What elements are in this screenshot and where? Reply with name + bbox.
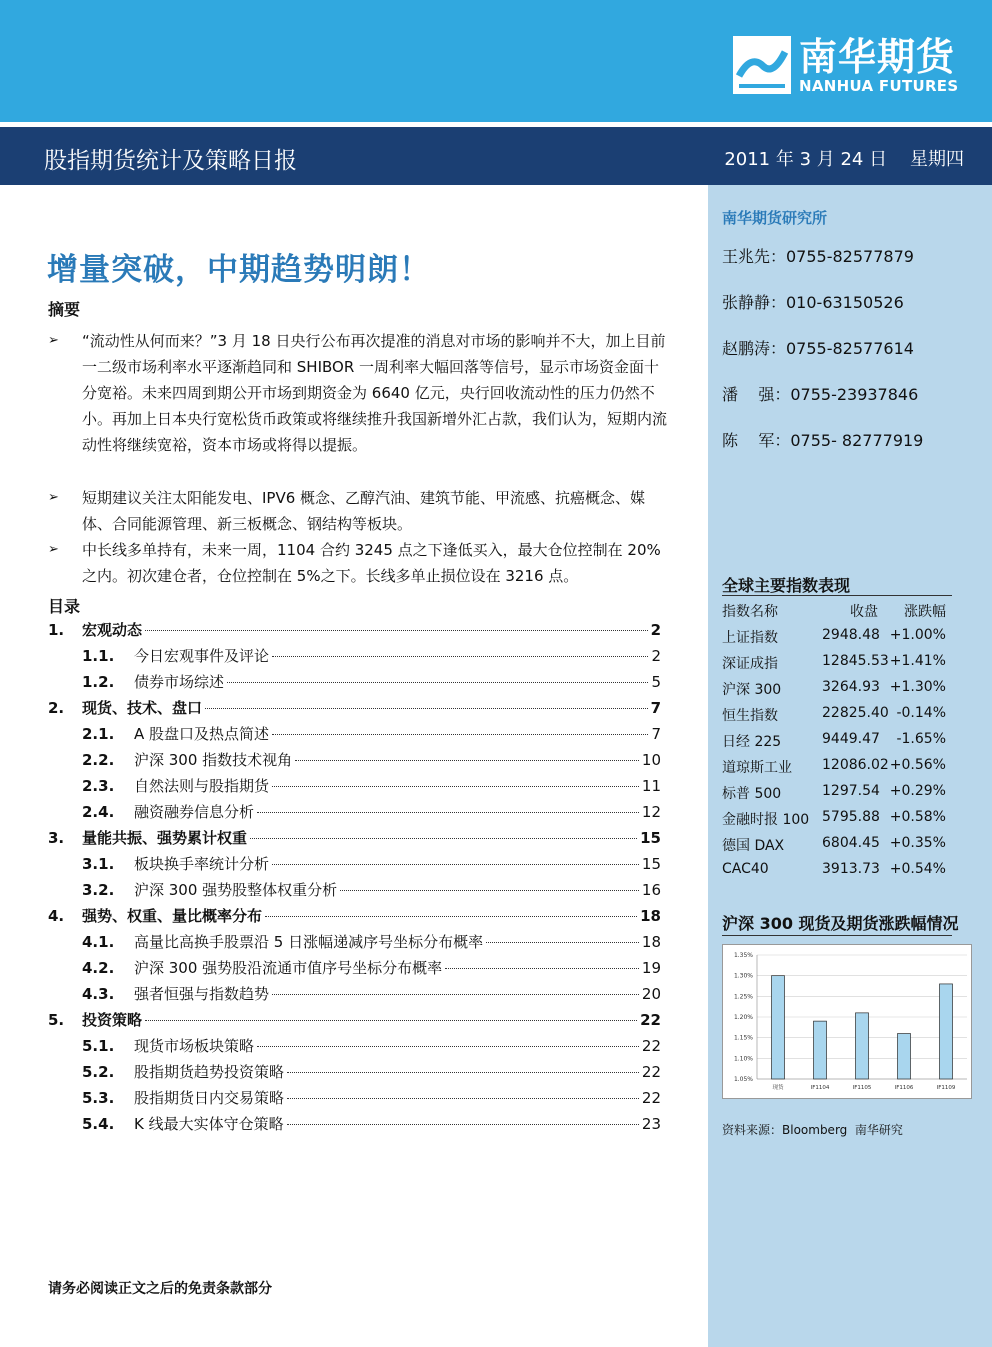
- index-name: 深证成指: [722, 656, 778, 672]
- toc-dot-leader: [272, 734, 648, 735]
- toc-entry-title: 高量比高换手股票沿 5 日涨幅递减序号坐标分布概率: [134, 933, 484, 951]
- y-tick-label: 1.15%: [733, 1034, 753, 1042]
- summary-label: 摘要: [48, 300, 81, 319]
- toc-dot-leader: [287, 1072, 639, 1073]
- x-tick-label: IF1106: [894, 1085, 914, 1091]
- headline: 增量突破，中期趋势明朗！: [47, 252, 431, 288]
- toc-entry[interactable]: [48, 645, 661, 669]
- bullet-arrow-icon: ➢: [48, 542, 59, 557]
- y-tick-label: 1.20%: [733, 1014, 753, 1021]
- toc-dot-leader: [145, 630, 648, 631]
- index-close: 12845.53: [822, 653, 889, 669]
- toc-entry[interactable]: [48, 619, 661, 643]
- toc-entry-number: 1.2.: [82, 673, 115, 691]
- report-date: 2011 年 3 月 24 日 星期四: [724, 149, 964, 170]
- x-tick-label: 现货: [772, 1085, 784, 1091]
- toc-entry-number: 2.1.: [82, 725, 115, 743]
- summary-bullet-text: 中长线多单持有，未来一周，1104 合约 3245 点之下逢低买入，最大仓位控制在 20%之内。初次建仓者，仓位控制在 5%之下。长线多单止损位设在 3216 点。: [82, 541, 661, 585]
- toc-dot-leader: [287, 1098, 639, 1099]
- x-tick-label: IF1105: [852, 1085, 872, 1091]
- toc-entry-page: 16: [641, 881, 661, 899]
- toc-entry-title: 现货市场板块策略: [134, 1037, 255, 1055]
- toc-entry[interactable]: [48, 983, 661, 1007]
- toc-entry[interactable]: [48, 749, 661, 773]
- toc-entry-page: 20: [641, 985, 661, 1003]
- index-change: +1.30%: [889, 679, 946, 695]
- toc-entry-number: 2.: [48, 699, 65, 717]
- toc-entry-title: 沪深 300 强势股沿流通市值序号坐标分布概率: [134, 959, 443, 977]
- toc-entry-title: 板块换手率统计分析: [134, 855, 270, 873]
- toc-entry-page: 22: [641, 1063, 661, 1081]
- y-tick-label: 1.10%: [733, 1055, 753, 1063]
- toc-entry-title: 股指期货趋势投资策略: [134, 1063, 285, 1081]
- index-row: [722, 835, 962, 861]
- y-tick-label: 1.35%: [733, 952, 753, 959]
- brand-name-en: NANHUA FUTURES: [799, 77, 959, 95]
- toc-entry[interactable]: [48, 697, 661, 721]
- toc-entry-title: A 股盘口及热点简述: [134, 725, 270, 743]
- indices-header-name: 指数名称: [722, 604, 778, 620]
- indices-header-change: 涨跌幅: [904, 604, 946, 620]
- chart-bar: [898, 1034, 911, 1079]
- toc-entry-number: 5.4.: [82, 1115, 115, 1133]
- institute-name: 南华期货研究所: [722, 209, 828, 227]
- toc-entry-title: 融资融券信息分析: [134, 803, 255, 821]
- toc-entry-title: 自然法则与股指期货: [134, 777, 270, 795]
- index-name: 日经 225: [722, 734, 782, 750]
- index-name: 道琼斯工业: [722, 760, 792, 776]
- toc-entry-number: 3.2.: [82, 881, 115, 899]
- toc-entry[interactable]: [48, 1087, 661, 1111]
- index-close: 9449.47: [822, 731, 880, 747]
- change-chart: [722, 944, 972, 1099]
- toc-entry-page: 18: [640, 907, 661, 925]
- toc-entry-number: 4.2.: [82, 959, 115, 977]
- toc-entry-page: 15: [640, 829, 661, 847]
- toc-entry-page: 11: [641, 777, 661, 795]
- summary-bullet-text: “流动性从何而来？”3 月 18 日央行公布再次提准的消息对市场的影响并不大，加上目前一二级市场利率水平逐渐趋同和 SHIBOR 一周利率大幅回落等信号，显示市场资金面十分宽裕。未来四周到期公开市场到期资金为 6640 亿元，央行回收流动性的压力仍然不小。再加上日本央行宽松货币政策或将继续推升我国新增外汇占款，我们认为，短期内流动性将继续宽裕，资本市场或将得以提振。: [82, 332, 668, 454]
- y-tick-label: 1.30%: [733, 972, 753, 980]
- contact-1: 王兆先：0755-82577879: [722, 247, 914, 266]
- chart-bar: [814, 1021, 827, 1079]
- toc-dot-leader: [272, 786, 639, 787]
- toc-dot-leader: [227, 682, 648, 683]
- toc-entry-number: 2.4.: [82, 803, 115, 821]
- summary-bullet-text: 短期建议关注太阳能发电、IPV6 概念、乙醇汽油、建筑节能、甲流感、抗癌概念、媒体、合同能源管理、新三板概念、钢结构等板块。: [82, 489, 646, 533]
- toc-entry-page: 2: [651, 647, 661, 665]
- toc-entry-title: 今日宏观事件及评论: [134, 647, 270, 665]
- indices-header-close: 收盘: [850, 604, 878, 620]
- toc-entry-number: 2.3.: [82, 777, 115, 795]
- toc-entry-number: 3.: [48, 829, 65, 847]
- toc-entry[interactable]: [48, 775, 661, 799]
- toc-dot-leader: [265, 916, 637, 917]
- toc-entry-page: 12: [641, 803, 661, 821]
- toc-entry-number: 1.1.: [82, 647, 115, 665]
- toc-entry[interactable]: [48, 853, 661, 877]
- toc-entry[interactable]: [48, 879, 661, 903]
- change-chart-svg: [723, 945, 973, 1100]
- chart-source: 资料来源：Bloomberg 南华研究: [722, 1123, 903, 1137]
- index-change: +0.35%: [889, 835, 946, 851]
- toc-dot-leader: [340, 890, 639, 891]
- toc-entry-page: 7: [651, 725, 661, 743]
- index-row: [722, 731, 962, 757]
- index-row: [722, 653, 962, 679]
- toc-entry-page: 15: [641, 855, 661, 873]
- toc-entry-page: 19: [641, 959, 661, 977]
- index-close: 22825.40: [822, 705, 889, 721]
- chart-rule: [722, 935, 952, 936]
- brand-name-cn: 南华期货: [799, 35, 956, 79]
- toc-entry-page: 10: [641, 751, 661, 769]
- index-change: +0.54%: [889, 861, 946, 877]
- toc-entry-title: 股指期货日内交易策略: [134, 1089, 285, 1107]
- index-row: [722, 757, 962, 783]
- index-name: CAC40: [722, 861, 769, 877]
- toc-dot-leader: [272, 994, 639, 995]
- toc-entry-title: 沪深 300 强势股整体权重分析: [134, 881, 338, 899]
- toc-entry[interactable]: [48, 827, 661, 851]
- disclaimer-note: 请务必阅读正文之后的免责条款部分: [48, 1281, 272, 1297]
- toc-dot-leader: [287, 1124, 639, 1125]
- index-close: 3264.93: [822, 679, 880, 695]
- index-close: 12086.02: [822, 757, 889, 773]
- toc-dot-leader: [250, 838, 637, 839]
- toc-entry-number: 5.1.: [82, 1037, 115, 1055]
- index-name: 上证指数: [722, 630, 778, 646]
- toc-entry[interactable]: [48, 905, 661, 929]
- index-row: [722, 679, 962, 705]
- index-change: +0.29%: [889, 783, 946, 799]
- toc-dot-leader: [257, 1046, 639, 1047]
- header-band: [0, 0, 992, 122]
- toc-entry-page: 22: [640, 1011, 661, 1029]
- chart-bar: [772, 976, 785, 1079]
- toc-entry-title: 沪深 300 指数技术视角: [134, 751, 293, 769]
- index-name: 沪深 300: [722, 682, 782, 698]
- bullet-arrow-icon: ➢: [48, 333, 59, 348]
- toc-entry-title: 投资策略: [82, 1011, 143, 1029]
- index-name: 金融时报 100: [722, 812, 810, 828]
- toc-entry-page: 2: [650, 621, 661, 639]
- toc-dot-leader: [486, 942, 639, 943]
- toc-entry-title: 宏观动态: [82, 621, 143, 639]
- index-change: +1.41%: [889, 653, 946, 669]
- chart-bar: [940, 984, 953, 1079]
- x-tick-label: IF1109: [936, 1085, 956, 1091]
- contact-3: 赵鹏涛：0755-82577614: [722, 339, 914, 358]
- index-change: -0.14%: [896, 705, 946, 721]
- toc-entry-number: 5.: [48, 1011, 65, 1029]
- toc-entry-title: 现货、技术、盘口: [82, 699, 203, 717]
- chart-bar: [856, 1013, 869, 1079]
- toc-entry-page: 23: [641, 1115, 661, 1133]
- index-change: +0.58%: [889, 809, 946, 825]
- index-close: 1297.54: [822, 783, 880, 799]
- nanhua-logo-icon: [733, 36, 791, 94]
- toc-entry-page: 7: [650, 699, 661, 717]
- index-change: +0.56%: [889, 757, 946, 773]
- toc-dot-leader: [205, 708, 648, 709]
- index-change: -1.65%: [896, 731, 946, 747]
- toc-label: 目录: [48, 597, 81, 616]
- x-tick-label: IF1104: [810, 1085, 830, 1091]
- summary-bullet-3: [48, 537, 668, 589]
- toc-entry-number: 4.1.: [82, 933, 115, 951]
- report-title: 股指期货统计及策略日报: [44, 148, 297, 174]
- toc-dot-leader: [445, 968, 639, 969]
- index-row: [722, 783, 962, 809]
- indices-rule: [722, 595, 952, 596]
- sidebar: [708, 185, 992, 1347]
- toc-entry[interactable]: [48, 1009, 661, 1033]
- bullet-arrow-icon: ➢: [48, 490, 59, 505]
- y-tick-label: 1.05%: [733, 1076, 753, 1083]
- index-close: 6804.45: [822, 835, 880, 851]
- toc-dot-leader: [272, 656, 648, 657]
- index-row: [722, 705, 962, 731]
- toc-entry[interactable]: [48, 671, 661, 695]
- toc-entry-title: K 线最大实体守仓策略: [134, 1115, 284, 1133]
- contact-2: 张静静：010-63150526: [722, 293, 904, 312]
- toc-entry-title: 强者恒强与指数趋势: [134, 985, 270, 1003]
- y-tick-label: 1.25%: [733, 993, 753, 1001]
- toc-entry[interactable]: [48, 1061, 661, 1085]
- toc-entry-title: 债券市场综述: [134, 673, 225, 691]
- contact-5: 陈 军：0755- 82777919: [722, 431, 924, 450]
- toc-entry-title: 强势、权重、量比概率分布: [82, 907, 263, 925]
- chart-title: 沪深 300 现货及期货涨跌幅情况: [722, 914, 959, 933]
- index-close: 2948.48: [822, 627, 880, 643]
- index-change: +1.00%: [889, 627, 946, 643]
- title-band: [0, 127, 992, 185]
- toc-entry[interactable]: [48, 723, 661, 747]
- brand-logo: [733, 36, 958, 94]
- toc-entry[interactable]: [48, 1035, 661, 1059]
- summary-bullet-2: [48, 485, 668, 537]
- toc-entry-title: 量能共振、强势累计权重: [82, 829, 248, 847]
- toc-entry-page: 5: [651, 673, 661, 691]
- index-close: 5795.88: [822, 809, 880, 825]
- toc-entry[interactable]: [48, 1113, 661, 1137]
- index-row: [722, 627, 962, 653]
- toc-entry[interactable]: [48, 931, 661, 955]
- contact-4: 潘 强：0755-23937846: [722, 385, 919, 404]
- index-close: 3913.73: [822, 861, 880, 877]
- toc-entry-number: 5.2.: [82, 1063, 115, 1081]
- toc-entry-number: 4.: [48, 907, 65, 925]
- toc-entry-number: 4.3.: [82, 985, 115, 1003]
- index-row: [722, 809, 962, 835]
- toc-entry-number: 5.3.: [82, 1089, 115, 1107]
- toc-entry-page: 22: [641, 1089, 661, 1107]
- toc-entry[interactable]: [48, 801, 661, 825]
- indices-title: 全球主要指数表现: [722, 576, 851, 595]
- toc-dot-leader: [257, 812, 639, 813]
- toc-entry[interactable]: [48, 957, 661, 981]
- toc-entry-page: 18: [641, 933, 661, 951]
- toc-entry-number: 3.1.: [82, 855, 115, 873]
- index-row: [722, 861, 962, 887]
- toc-dot-leader: [145, 1020, 637, 1021]
- toc-entry-page: 22: [641, 1037, 661, 1055]
- toc-dot-leader: [272, 864, 639, 865]
- index-name: 德国 DAX: [722, 838, 785, 854]
- toc-entry-number: 2.2.: [82, 751, 115, 769]
- toc-dot-leader: [295, 760, 639, 761]
- index-name: 标普 500: [722, 786, 782, 802]
- toc-entry-number: 1.: [48, 621, 65, 639]
- summary-bullet-1: [48, 328, 668, 458]
- index-name: 恒生指数: [722, 708, 778, 724]
